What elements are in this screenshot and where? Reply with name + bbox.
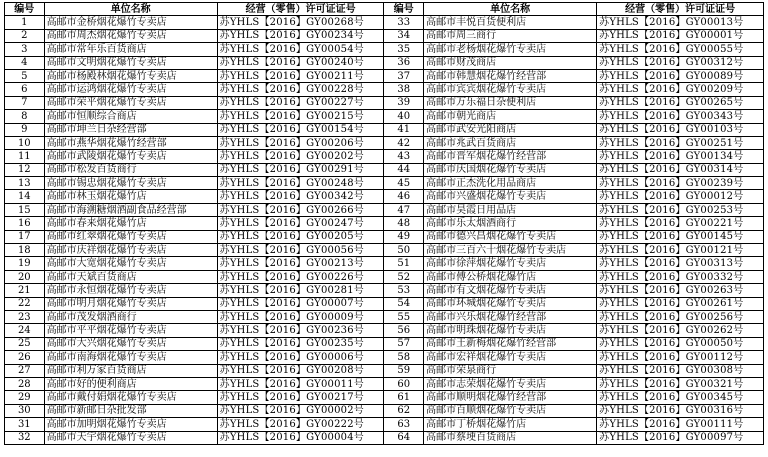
left-number-cell: 28 [5, 377, 45, 390]
left-name-cell: 高邮市平平烟花爆竹专卖店 [44, 324, 217, 337]
right-name-cell: 高邮市顺明烟花爆竹经营部 [424, 391, 597, 404]
left-name-cell: 高邮市武陵烟花爆竹专卖店 [44, 150, 217, 163]
left-license-cell: 苏YHLS【2016】GY00007号 [217, 297, 384, 310]
right-number-cell: 60 [384, 377, 424, 390]
right-number-cell: 59 [384, 364, 424, 377]
left-name-cell: 高邮市天宇烟花爆竹专卖店 [44, 431, 217, 444]
right-license-cell: 苏YHLS【2016】GY00121号 [597, 244, 764, 257]
left-number-cell: 23 [5, 310, 45, 323]
header-name-right: 单位名称 [424, 3, 597, 16]
right-name-cell: 高邮市韩慧烟花爆竹经营部 [424, 69, 597, 82]
right-license-cell: 苏YHLS【2016】GY00345号 [597, 391, 764, 404]
left-license-cell: 苏YHLS【2016】GY00234号 [217, 29, 384, 42]
right-license-cell: 苏YHLS【2016】GY00265号 [597, 96, 764, 109]
right-name-cell: 高邮市徐萍烟花爆竹专卖店 [424, 257, 597, 270]
table-row [5, 364, 764, 377]
left-name-cell: 高邮市南海烟花爆竹专卖店 [44, 351, 217, 364]
right-license-cell: 苏YHLS【2016】GY00314号 [597, 163, 764, 176]
table-row [5, 136, 764, 149]
left-number-cell: 21 [5, 284, 45, 297]
left-license-cell: 苏YHLS【2016】GY00291号 [217, 163, 384, 176]
right-number-cell: 43 [384, 150, 424, 163]
right-number-cell: 49 [384, 230, 424, 243]
left-number-cell: 15 [5, 203, 45, 216]
right-name-cell: 高邮市正杰洗化用品商店 [424, 177, 597, 190]
table-body [5, 16, 764, 445]
header-name-left: 单位名称 [44, 3, 217, 16]
left-license-cell: 苏YHLS【2016】GY00056号 [217, 244, 384, 257]
table-row [5, 190, 764, 203]
left-number-cell: 2 [5, 29, 45, 42]
left-name-cell: 高邮市大兴烟花爆竹专卖店 [44, 337, 217, 350]
table-row [5, 284, 764, 297]
left-number-cell: 5 [5, 69, 45, 82]
left-name-cell: 高邮市戴付娟烟花爆竹专卖店 [44, 391, 217, 404]
right-number-cell: 55 [384, 310, 424, 323]
table-row [5, 244, 764, 257]
left-license-cell: 苏YHLS【2016】GY00268号 [217, 16, 384, 29]
right-license-cell: 苏YHLS【2016】GY00312号 [597, 56, 764, 69]
left-license-cell: 苏YHLS【2016】GY00002号 [217, 404, 384, 417]
right-name-cell: 高邮市老杨烟花爆竹专卖店 [424, 43, 597, 56]
right-license-cell: 苏YHLS【2016】GY00055号 [597, 43, 764, 56]
left-number-cell: 8 [5, 110, 45, 123]
left-license-cell: 苏YHLS【2016】GY00205号 [217, 230, 384, 243]
right-name-cell: 高邮市丁桥烟花爆竹店 [424, 418, 597, 431]
right-name-cell: 高邮市丰悦百货便利店 [424, 16, 597, 29]
left-name-cell: 高邮市加明烟花爆竹专卖店 [44, 418, 217, 431]
right-number-cell: 41 [384, 123, 424, 136]
left-number-cell: 6 [5, 83, 45, 96]
left-name-cell: 高邮市春来烟花爆竹店 [44, 217, 217, 230]
right-license-cell: 苏YHLS【2016】GY00263号 [597, 284, 764, 297]
left-name-cell: 高邮市杨殿林烟花爆竹专卖店 [44, 69, 217, 82]
right-number-cell: 46 [384, 190, 424, 203]
left-name-cell: 高邮市永恒烟花爆竹专卖店 [44, 284, 217, 297]
right-number-cell: 38 [384, 83, 424, 96]
right-name-cell: 高邮市晋军烟花爆竹经营部 [424, 150, 597, 163]
right-number-cell: 63 [384, 418, 424, 431]
table-row [5, 96, 764, 109]
left-number-cell: 7 [5, 96, 45, 109]
left-license-cell: 苏YHLS【2016】GY00206号 [217, 136, 384, 149]
right-license-cell: 苏YHLS【2016】GY00012号 [597, 190, 764, 203]
left-number-cell: 10 [5, 136, 45, 149]
left-number-cell: 4 [5, 56, 45, 69]
left-name-cell: 高邮市荣平烟花爆竹专卖店 [44, 96, 217, 109]
left-name-cell: 高邮市常年乐百货商店 [44, 43, 217, 56]
table-row [5, 123, 764, 136]
left-license-cell: 苏YHLS【2016】GY00228号 [217, 83, 384, 96]
right-number-cell: 58 [384, 351, 424, 364]
table-row [5, 431, 764, 444]
right-number-cell: 36 [384, 56, 424, 69]
left-number-cell: 13 [5, 177, 45, 190]
right-name-cell: 高邮市宾宾烟花爆竹专卖店 [424, 83, 597, 96]
left-number-cell: 1 [5, 16, 45, 29]
right-license-cell: 苏YHLS【2016】GY00332号 [597, 270, 764, 283]
header-no-right: 编号 [384, 3, 424, 16]
right-name-cell: 高邮市宏祥烟花爆竹专卖店 [424, 351, 597, 364]
right-name-cell: 高邮市朝光商店 [424, 110, 597, 123]
left-license-cell: 苏YHLS【2016】GY00215号 [217, 110, 384, 123]
right-name-cell: 高邮市德兴昌烟花爆竹专卖店 [424, 230, 597, 243]
right-license-cell: 苏YHLS【2016】GY00261号 [597, 297, 764, 310]
right-name-cell: 高邮市兆武百货商店 [424, 136, 597, 149]
table-row [5, 270, 764, 283]
right-number-cell: 33 [384, 16, 424, 29]
right-name-cell: 高邮市昊霞日用品店 [424, 203, 597, 216]
left-name-cell: 高邮市明月烟花爆竹专卖店 [44, 297, 217, 310]
left-name-cell: 高邮市文明烟花爆竹专卖店 [44, 56, 217, 69]
left-name-cell: 高邮市金桥烟花爆竹专卖店 [44, 16, 217, 29]
right-name-cell: 高邮市环城烟花爆竹专卖店 [424, 297, 597, 310]
right-license-cell: 苏YHLS【2016】GY00256号 [597, 310, 764, 323]
left-number-cell: 9 [5, 123, 45, 136]
left-name-cell: 高邮市锡忠烟花爆竹专卖店 [44, 177, 217, 190]
left-name-cell: 高邮市庆祥烟花爆竹专卖店 [44, 244, 217, 257]
right-number-cell: 40 [384, 110, 424, 123]
right-name-cell: 高邮市兴盛烟花爆竹专卖店 [424, 190, 597, 203]
table-row [5, 29, 764, 42]
right-name-cell: 高邮市兴乐烟花爆竹经营部 [424, 310, 597, 323]
right-license-cell: 苏YHLS【2016】GY00251号 [597, 136, 764, 149]
right-number-cell: 56 [384, 324, 424, 337]
right-license-cell: 苏YHLS【2016】GY00253号 [597, 203, 764, 216]
right-license-cell: 苏YHLS【2016】GY00343号 [597, 110, 764, 123]
left-number-cell: 32 [5, 431, 45, 444]
table-row [5, 324, 764, 337]
right-license-cell: 苏YHLS【2016】GY00134号 [597, 150, 764, 163]
left-name-cell: 高邮市坤兰日杂经营部 [44, 123, 217, 136]
table-row [5, 351, 764, 364]
right-license-cell: 苏YHLS【2016】GY00050号 [597, 337, 764, 350]
right-name-cell: 高邮市庆国烟花爆竹专卖店 [424, 163, 597, 176]
header-license-left: 经营（零售）许可证证号 [217, 3, 384, 16]
table-row [5, 16, 764, 29]
left-license-cell: 苏YHLS【2016】GY00281号 [217, 284, 384, 297]
right-number-cell: 37 [384, 69, 424, 82]
right-number-cell: 53 [384, 284, 424, 297]
right-license-cell: 苏YHLS【2016】GY00112号 [597, 351, 764, 364]
right-name-cell: 高邮市乐太烟酒商行 [424, 217, 597, 230]
left-name-cell: 高邮市松发百货商行 [44, 163, 217, 176]
right-number-cell: 51 [384, 257, 424, 270]
left-number-cell: 12 [5, 163, 45, 176]
table-row [5, 177, 764, 190]
table-row [5, 418, 764, 431]
left-name-cell: 高邮市运鸿烟花爆竹专卖店 [44, 83, 217, 96]
table-row [5, 56, 764, 69]
right-license-cell: 苏YHLS【2016】GY00239号 [597, 177, 764, 190]
left-number-cell: 20 [5, 270, 45, 283]
right-name-cell: 高邮市志荣烟花爆竹专卖店 [424, 377, 597, 390]
right-number-cell: 61 [384, 391, 424, 404]
header-license-right: 经营（零售）许可证证号 [597, 3, 764, 16]
left-name-cell: 高邮市茂发烟酒商行 [44, 310, 217, 323]
right-name-cell: 高邮市周三商行 [424, 29, 597, 42]
table-row [5, 43, 764, 56]
table-row [5, 377, 764, 390]
left-name-cell: 高邮市林玉烟花爆竹店 [44, 190, 217, 203]
left-name-cell: 高邮市好的便利商店 [44, 377, 217, 390]
right-name-cell: 高邮市荣泉商行 [424, 364, 597, 377]
left-license-cell: 苏YHLS【2016】GY00202号 [217, 150, 384, 163]
left-name-cell: 高邮市红翠烟花爆竹专卖店 [44, 230, 217, 243]
right-name-cell: 高邮市财茂商店 [424, 56, 597, 69]
table-row [5, 404, 764, 417]
left-number-cell: 19 [5, 257, 45, 270]
left-license-cell: 苏YHLS【2016】GY00266号 [217, 203, 384, 216]
right-number-cell: 35 [384, 43, 424, 56]
left-name-cell: 高邮市燕华烟花爆竹经营部 [44, 136, 217, 149]
left-license-cell: 苏YHLS【2016】GY00054号 [217, 43, 384, 56]
table-row [5, 310, 764, 323]
right-name-cell: 高邮市明珠烟花爆竹专卖店 [424, 324, 597, 337]
right-license-cell: 苏YHLS【2016】GY00145号 [597, 230, 764, 243]
right-number-cell: 44 [384, 163, 424, 176]
right-name-cell: 高邮市王新梅烟花爆竹经营部 [424, 337, 597, 350]
left-name-cell: 高邮市恒顺综合商店 [44, 110, 217, 123]
table-row [5, 257, 764, 270]
license-table [4, 2, 764, 445]
table-row [5, 391, 764, 404]
right-name-cell: 高邮市三百六十烟花爆竹专卖店 [424, 244, 597, 257]
left-number-cell: 17 [5, 230, 45, 243]
right-name-cell: 高邮市百顺烟花爆竹专卖店 [424, 404, 597, 417]
left-license-cell: 苏YHLS【2016】GY00240号 [217, 56, 384, 69]
left-license-cell: 苏YHLS【2016】GY00248号 [217, 177, 384, 190]
left-license-cell: 苏YHLS【2016】GY00226号 [217, 270, 384, 283]
right-license-cell: 苏YHLS【2016】GY00103号 [597, 123, 764, 136]
right-license-cell: 苏YHLS【2016】GY00001号 [597, 29, 764, 42]
left-license-cell: 苏YHLS【2016】GY00222号 [217, 418, 384, 431]
left-number-cell: 22 [5, 297, 45, 310]
right-license-cell: 苏YHLS【2016】GY00316号 [597, 404, 764, 417]
right-number-cell: 57 [384, 337, 424, 350]
left-license-cell: 苏YHLS【2016】GY00011号 [217, 377, 384, 390]
left-license-cell: 苏YHLS【2016】GY00211号 [217, 69, 384, 82]
left-license-cell: 苏YHLS【2016】GY00235号 [217, 337, 384, 350]
right-license-cell: 苏YHLS【2016】GY00097号 [597, 431, 764, 444]
left-name-cell: 高邮市利万家百货商店 [44, 364, 217, 377]
right-license-cell: 苏YHLS【2016】GY00111号 [597, 418, 764, 431]
right-number-cell: 62 [384, 404, 424, 417]
right-number-cell: 64 [384, 431, 424, 444]
left-license-cell: 苏YHLS【2016】GY00227号 [217, 96, 384, 109]
left-number-cell: 26 [5, 351, 45, 364]
right-name-cell: 高邮市蔡埂百货商店 [424, 431, 597, 444]
right-license-cell: 苏YHLS【2016】GY00313号 [597, 257, 764, 270]
table-header-row [5, 3, 764, 16]
left-license-cell: 苏YHLS【2016】GY00004号 [217, 431, 384, 444]
table-row [5, 217, 764, 230]
right-number-cell: 34 [384, 29, 424, 42]
left-license-cell: 苏YHLS【2016】GY00247号 [217, 217, 384, 230]
left-number-cell: 24 [5, 324, 45, 337]
left-number-cell: 11 [5, 150, 45, 163]
right-license-cell: 苏YHLS【2016】GY00262号 [597, 324, 764, 337]
left-number-cell: 3 [5, 43, 45, 56]
table-row [5, 337, 764, 350]
right-number-cell: 52 [384, 270, 424, 283]
table-row [5, 203, 764, 216]
left-license-cell: 苏YHLS【2016】GY00154号 [217, 123, 384, 136]
left-number-cell: 18 [5, 244, 45, 257]
left-number-cell: 16 [5, 217, 45, 230]
right-license-cell: 苏YHLS【2016】GY00321号 [597, 377, 764, 390]
right-license-cell: 苏YHLS【2016】GY00089号 [597, 69, 764, 82]
table-row [5, 297, 764, 310]
right-number-cell: 39 [384, 96, 424, 109]
table-row [5, 110, 764, 123]
table-row [5, 150, 764, 163]
table-row [5, 69, 764, 82]
left-name-cell: 高邮市周杰烟花爆竹专卖店 [44, 29, 217, 42]
left-name-cell: 高邮市大宽烟花爆竹专卖店 [44, 257, 217, 270]
right-license-cell: 苏YHLS【2016】GY00308号 [597, 364, 764, 377]
right-name-cell: 高邮市武安光阳商店 [424, 123, 597, 136]
table-row [5, 163, 764, 176]
left-license-cell: 苏YHLS【2016】GY00213号 [217, 257, 384, 270]
left-name-cell: 高邮市海溯糖烟酒副食品经营部 [44, 203, 217, 216]
table-row [5, 230, 764, 243]
left-number-cell: 29 [5, 391, 45, 404]
header-no-left: 编号 [5, 3, 45, 16]
left-name-cell: 高邮市天斌百货商店 [44, 270, 217, 283]
right-license-cell: 苏YHLS【2016】GY00221号 [597, 217, 764, 230]
left-license-cell: 苏YHLS【2016】GY00236号 [217, 324, 384, 337]
right-license-cell: 苏YHLS【2016】GY00013号 [597, 16, 764, 29]
license-list-page [4, 2, 764, 445]
right-number-cell: 47 [384, 203, 424, 216]
left-number-cell: 14 [5, 190, 45, 203]
left-license-cell: 苏YHLS【2016】GY00217号 [217, 391, 384, 404]
left-license-cell: 苏YHLS【2016】GY00342号 [217, 190, 384, 203]
table-row [5, 83, 764, 96]
left-license-cell: 苏YHLS【2016】GY00208号 [217, 364, 384, 377]
right-number-cell: 42 [384, 136, 424, 149]
right-number-cell: 45 [384, 177, 424, 190]
left-license-cell: 苏YHLS【2016】GY00009号 [217, 310, 384, 323]
left-number-cell: 30 [5, 404, 45, 417]
right-name-cell: 高邮市万乐福日杂便利店 [424, 96, 597, 109]
right-number-cell: 50 [384, 244, 424, 257]
right-number-cell: 48 [384, 217, 424, 230]
right-name-cell: 高邮市有文烟花爆竹专卖店 [424, 284, 597, 297]
right-name-cell: 高邮市傅公桥烟花爆竹店 [424, 270, 597, 283]
left-name-cell: 高邮市新邮日杂批发部 [44, 404, 217, 417]
left-number-cell: 25 [5, 337, 45, 350]
right-number-cell: 54 [384, 297, 424, 310]
left-license-cell: 苏YHLS【2016】GY00006号 [217, 351, 384, 364]
right-license-cell: 苏YHLS【2016】GY00209号 [597, 83, 764, 96]
left-number-cell: 31 [5, 418, 45, 431]
left-number-cell: 27 [5, 364, 45, 377]
